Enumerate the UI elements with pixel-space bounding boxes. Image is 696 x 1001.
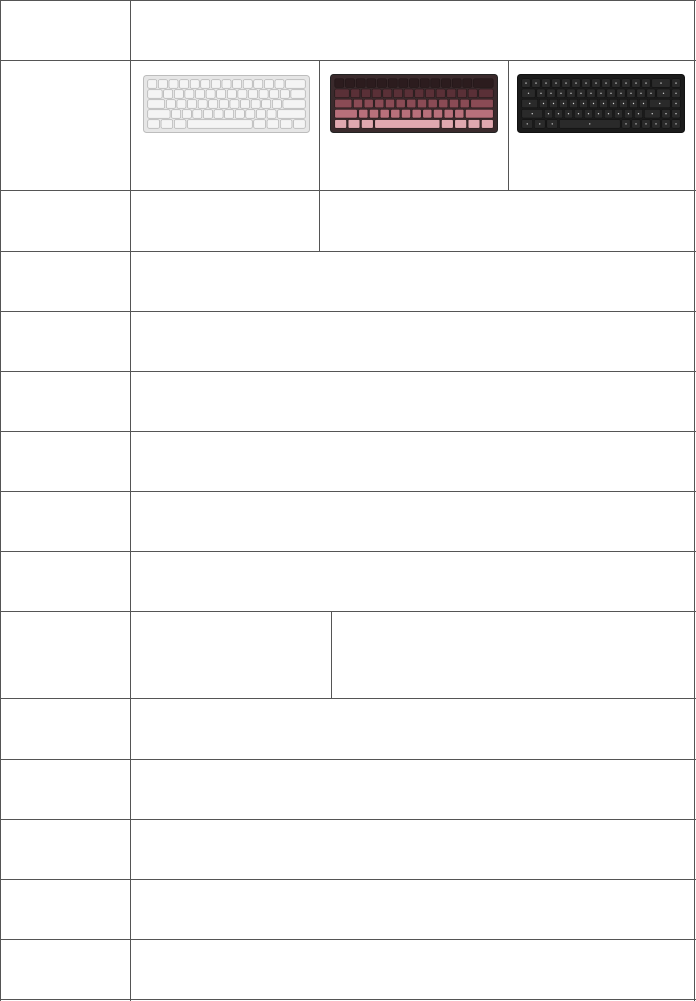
black-65-percent-keyboard-icon bbox=[517, 74, 685, 133]
row-label bbox=[0, 698, 130, 759]
row-label bbox=[0, 611, 130, 698]
row-value bbox=[131, 371, 694, 431]
pink-gradient-60-percent-keyboard-icon bbox=[330, 74, 498, 133]
row-divider bbox=[0, 999, 696, 1000]
image-cell-divider bbox=[319, 60, 320, 191]
row-label bbox=[0, 551, 130, 611]
row-label bbox=[0, 819, 130, 879]
row-label bbox=[0, 60, 130, 190]
row-label bbox=[0, 431, 130, 491]
table-border-right bbox=[694, 0, 695, 1001]
row-value bbox=[131, 879, 694, 939]
row-label bbox=[0, 190, 130, 251]
row-label bbox=[0, 251, 130, 311]
row-value bbox=[131, 431, 694, 491]
row-label bbox=[0, 311, 130, 371]
row-label bbox=[0, 0, 130, 60]
row-value bbox=[131, 611, 331, 698]
row-value bbox=[131, 698, 694, 759]
row-label bbox=[0, 879, 130, 939]
row-value bbox=[131, 251, 694, 311]
row-value bbox=[131, 939, 694, 999]
image-cell-divider bbox=[508, 60, 509, 191]
row-value bbox=[131, 759, 694, 819]
row-label bbox=[0, 759, 130, 819]
white-60-percent-keyboard-icon bbox=[143, 75, 310, 133]
row-value bbox=[131, 190, 319, 251]
row-label bbox=[0, 371, 130, 431]
row-value bbox=[131, 311, 694, 371]
row-value bbox=[131, 491, 694, 551]
row-value bbox=[332, 611, 694, 698]
row-value bbox=[131, 0, 694, 60]
row-value bbox=[131, 819, 694, 879]
row-value bbox=[320, 190, 694, 251]
row-label bbox=[0, 939, 130, 999]
row-label bbox=[0, 491, 130, 551]
row-value bbox=[131, 551, 694, 611]
